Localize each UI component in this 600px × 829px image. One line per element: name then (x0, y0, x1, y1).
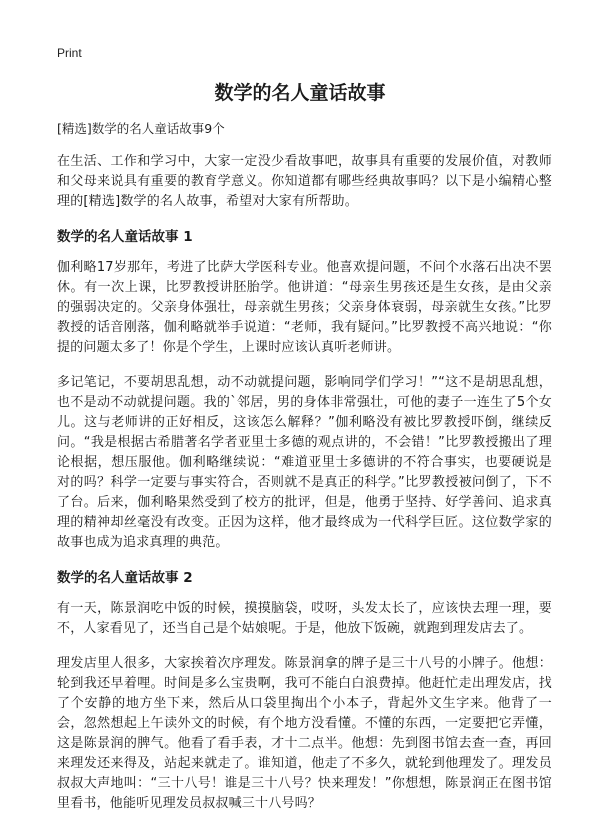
page-title: 数学的名人童话故事 (214, 82, 386, 104)
intro-paragraph: 在生活、工作和学习中，大家一定没少看故事吧，故事具有重要的发展价值，对教师和父母来说具有重要的教育学意义。你知道都有哪些经典故事吗？以下是小编精心整理的[精选]数学的名人故事，希望对大家有所帮助。 (57, 154, 552, 209)
section-heading-1: 数学的名人童话故事 1 (57, 229, 193, 245)
section-2-paragraph-2: 理发店里人很多，大家挨着次序理发。陈景润拿的牌子是三十八号的小牌子。他想：轮到我还早着哩。时间是多么宝贵啊，我可不能白白浪费掉。他赶忙走出理发店，找了个安静的地方坐下来，然后从口袋里掏出个小本子，背起外文生字来。他背了一会，忽然想起上午读外文的时候，有个地方没看懂。不懂的东西，一定要把它弄懂，这是陈景润的脾气。他看了看手表，才十二点半。他想：先到图书馆去查一查，再回来理发还来得及，站起来就走了。谁知道，他走了不多久，就轮到他理发了。理发员叔叔大声地叫：“三十八号！谁是三十八号？快来理发！”你想想，陈景润正在图书馆里看书，他能听见理发员叔叔喊三十八号吗？ (57, 656, 552, 811)
section-1-paragraph-1: 伽利略17岁那年，考进了比萨大学医科专业。他喜欢提问题，不问个水落石出决不罢休。有一次上课，比罗教授讲胚胎学。他讲道：“母亲生男孩还是生女孩，是由父亲的强弱决定的。父亲身体强壮，母亲就生男孩；父亲身体衰弱，母亲就生女孩。”比罗教授的话音刚落，伽利略就举手说道：“老师，我有疑问。”比罗教授不高兴地说：“你提的问题太多了！你是个学生，上课时应该认真听老师讲。 (57, 260, 552, 355)
section-heading-2: 数学的名人童话故事 2 (57, 570, 193, 586)
article-subtitle: [精选]数学的名人童话故事9个 (57, 121, 225, 136)
section-1-paragraph-2: 多记笔记，不要胡思乱想，动不动就提问题，影响同学们学习！”“这不是胡思乱想，也不是动不动就提问题。我的`邻居，男的身体非常强壮，可他的妻子一连生了5个女儿。这与老师讲的正好相反，这该怎么解释？”伽利略没有被比罗教授吓倒，继续反问。“我是根据古希腊著名学者亚里士多德的观点讲的，不会错！”比罗教授搬出了理论根据，想压服他。伽利略继续说：“难道亚里士多德讲的不符合事实，也要硬说是对的吗？科学一定要与事实符合，否则就不是真正的科学。”比罗教授被问倒了，下不了台。后来，伽利略果然受到了校方的批评，但是，他勇于坚持、好学善问、追求真理的精神却丝毫没有改变。正因为这样，他才最终成为一代科学巨匠。这位数学家的故事也成为追求真理的典范。 (57, 375, 552, 550)
section-2-paragraph-1: 有一天，陈景润吃中饭的时候，摸摸脑袋，哎呀，头发太长了，应该快去理一理，要不，人家看见了，还当自己是个姑娘呢。于是，他放下饭碗，就跑到理发店去了。 (57, 601, 552, 636)
article-body (57, 119, 552, 829)
print-link[interactable]: Print (57, 46, 82, 60)
